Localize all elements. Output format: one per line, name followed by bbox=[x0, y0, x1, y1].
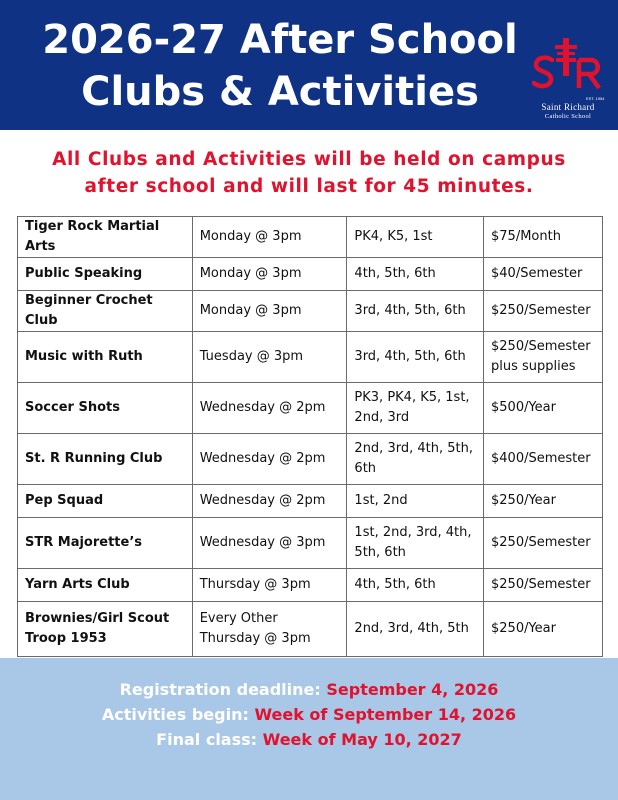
club-schedule bbox=[192, 602, 347, 657]
club-grades-line: 4th, 5th, 6th bbox=[354, 577, 436, 592]
club-grades-line: 1st, 2nd, 3rd, 4th, bbox=[354, 525, 472, 540]
final-class-value: Week of May 10, 2027 bbox=[262, 730, 462, 749]
club-name-line: Tiger Rock Martial Arts bbox=[25, 219, 160, 254]
school-logo bbox=[528, 36, 608, 126]
logo-school-name: Saint Richard bbox=[541, 102, 595, 112]
title-line-2: Clubs & Activities bbox=[81, 69, 479, 115]
club-schedule-line: Monday @ 3pm bbox=[199, 266, 302, 281]
clubs-table bbox=[17, 216, 603, 657]
club-schedule bbox=[192, 434, 347, 485]
club-cost bbox=[484, 602, 603, 657]
club-cost-line: $40/Semester bbox=[491, 266, 583, 281]
club-grades-line: 3rd, 4th, 5th, 6th bbox=[354, 349, 466, 364]
club-grades bbox=[347, 485, 484, 518]
club-cost-line: $250/Semester bbox=[491, 303, 591, 318]
activities-begin-label: Activities begin: bbox=[101, 705, 249, 724]
club-name-line: St. R Running Club bbox=[25, 451, 163, 466]
club-cost-line: $400/Semester bbox=[491, 451, 591, 466]
page-title bbox=[30, 14, 530, 118]
club-schedule-line: Wednesday @ 2pm bbox=[199, 400, 326, 415]
club-schedule-line: Thursday @ 3pm bbox=[199, 577, 311, 592]
intro-text bbox=[20, 146, 598, 200]
table-row bbox=[18, 258, 603, 291]
club-name bbox=[18, 258, 193, 291]
club-schedule bbox=[192, 217, 347, 258]
club-name-line: Pep Squad bbox=[25, 493, 104, 508]
final-class-label: Final class: bbox=[156, 730, 258, 749]
club-cost bbox=[484, 383, 603, 434]
activities-begin-value: Week of September 14, 2026 bbox=[254, 705, 517, 724]
logo-school-subtitle: Catholic School bbox=[544, 113, 592, 120]
club-name bbox=[18, 518, 193, 569]
club-cost-line: $250/Year bbox=[491, 621, 556, 636]
club-schedule bbox=[192, 332, 347, 383]
logo-est-text: EST. 1954 bbox=[586, 96, 605, 101]
club-grades bbox=[347, 569, 484, 602]
activities-begin-line bbox=[0, 703, 618, 727]
club-cost bbox=[484, 569, 603, 602]
club-schedule-line: Wednesday @ 2pm bbox=[199, 493, 326, 508]
club-schedule-line: Every Other bbox=[199, 611, 278, 626]
club-name-line: Troop 1953 bbox=[25, 631, 107, 646]
club-name bbox=[18, 434, 193, 485]
club-name bbox=[18, 291, 193, 332]
table-row bbox=[18, 485, 603, 518]
club-schedule bbox=[192, 569, 347, 602]
club-grades-line: 2nd, 3rd, 4th, 5th bbox=[354, 621, 469, 636]
club-grades-line: 4th, 5th, 6th bbox=[354, 266, 436, 281]
header-banner bbox=[0, 0, 618, 130]
table-row bbox=[18, 434, 603, 485]
final-class-line bbox=[0, 728, 618, 752]
club-grades bbox=[347, 291, 484, 332]
intro-line-1: All Clubs and Activities will be held on campus bbox=[52, 149, 566, 170]
club-name bbox=[18, 602, 193, 657]
club-grades-line: 2nd, 3rd, 4th, 5th, bbox=[354, 441, 473, 456]
club-grades-line: PK3, PK4, K5, 1st, bbox=[354, 390, 470, 405]
club-name-line: Public Speaking bbox=[25, 266, 143, 281]
club-name-line: Beginner Crochet Club bbox=[25, 293, 153, 328]
club-schedule-line: Monday @ 3pm bbox=[199, 303, 302, 318]
club-grades-line: PK4, K5, 1st bbox=[354, 229, 433, 244]
club-grades bbox=[347, 602, 484, 657]
intro-line-2: after school and will last for 45 minutes. bbox=[84, 176, 534, 197]
club-grades bbox=[347, 518, 484, 569]
club-grades bbox=[347, 217, 484, 258]
club-grades-line: 1st, 2nd bbox=[354, 493, 408, 508]
club-schedule bbox=[192, 258, 347, 291]
str-monogram-icon bbox=[528, 36, 608, 102]
club-cost bbox=[484, 258, 603, 291]
club-schedule-line: Thursday @ 3pm bbox=[199, 631, 311, 646]
club-grades bbox=[347, 434, 484, 485]
club-name-line: Music with Ruth bbox=[25, 349, 143, 364]
table-row bbox=[18, 518, 603, 569]
title-line-1: 2026-27 After School bbox=[42, 17, 518, 63]
registration-deadline-line bbox=[0, 678, 618, 702]
club-cost-line: $75/Month bbox=[491, 229, 561, 244]
club-cost-line: $250/Semester bbox=[491, 535, 591, 550]
club-cost bbox=[484, 485, 603, 518]
club-cost-line: $500/Year bbox=[491, 400, 556, 415]
club-grades-line: 5th, 6th bbox=[354, 545, 406, 560]
club-name bbox=[18, 332, 193, 383]
table-row bbox=[18, 383, 603, 434]
table-row bbox=[18, 332, 603, 383]
club-schedule-line: Wednesday @ 2pm bbox=[199, 451, 326, 466]
club-name bbox=[18, 383, 193, 434]
club-cost bbox=[484, 518, 603, 569]
club-name-line: Yarn Arts Club bbox=[25, 577, 130, 592]
club-cost bbox=[484, 434, 603, 485]
registration-deadline-label: Registration deadline: bbox=[119, 680, 321, 699]
table-row bbox=[18, 217, 603, 258]
club-schedule bbox=[192, 518, 347, 569]
club-cost-line: plus supplies bbox=[491, 359, 576, 374]
club-grades bbox=[347, 332, 484, 383]
club-name bbox=[18, 569, 193, 602]
club-schedule bbox=[192, 485, 347, 518]
club-schedule-line: Wednesday @ 3pm bbox=[199, 535, 326, 550]
club-schedule-line: Monday @ 3pm bbox=[199, 229, 302, 244]
club-schedule bbox=[192, 383, 347, 434]
clubs-table-body bbox=[18, 217, 603, 657]
club-grades bbox=[347, 383, 484, 434]
table-row bbox=[18, 602, 603, 657]
club-cost-line: $250/Year bbox=[491, 493, 556, 508]
club-grades bbox=[347, 258, 484, 291]
club-cost-line: $250/Semester bbox=[491, 339, 591, 354]
footer-dates bbox=[0, 658, 618, 800]
club-cost bbox=[484, 291, 603, 332]
registration-deadline-value: September 4, 2026 bbox=[326, 680, 499, 699]
club-grades-line: 2nd, 3rd bbox=[354, 410, 410, 425]
club-cost bbox=[484, 332, 603, 383]
club-grades-line: 3rd, 4th, 5th, 6th bbox=[354, 303, 466, 318]
club-name-line: STR Majorette’s bbox=[25, 535, 143, 550]
club-name-line: Soccer Shots bbox=[25, 400, 120, 415]
table-row bbox=[18, 291, 603, 332]
club-name bbox=[18, 485, 193, 518]
club-name-line: Brownies/Girl Scout bbox=[25, 611, 170, 626]
club-cost bbox=[484, 217, 603, 258]
table-row bbox=[18, 569, 603, 602]
club-grades-line: 6th bbox=[354, 461, 377, 476]
club-schedule-line: Tuesday @ 3pm bbox=[199, 349, 304, 364]
club-schedule bbox=[192, 291, 347, 332]
club-cost-line: $250/Semester bbox=[491, 577, 591, 592]
club-name bbox=[18, 217, 193, 258]
